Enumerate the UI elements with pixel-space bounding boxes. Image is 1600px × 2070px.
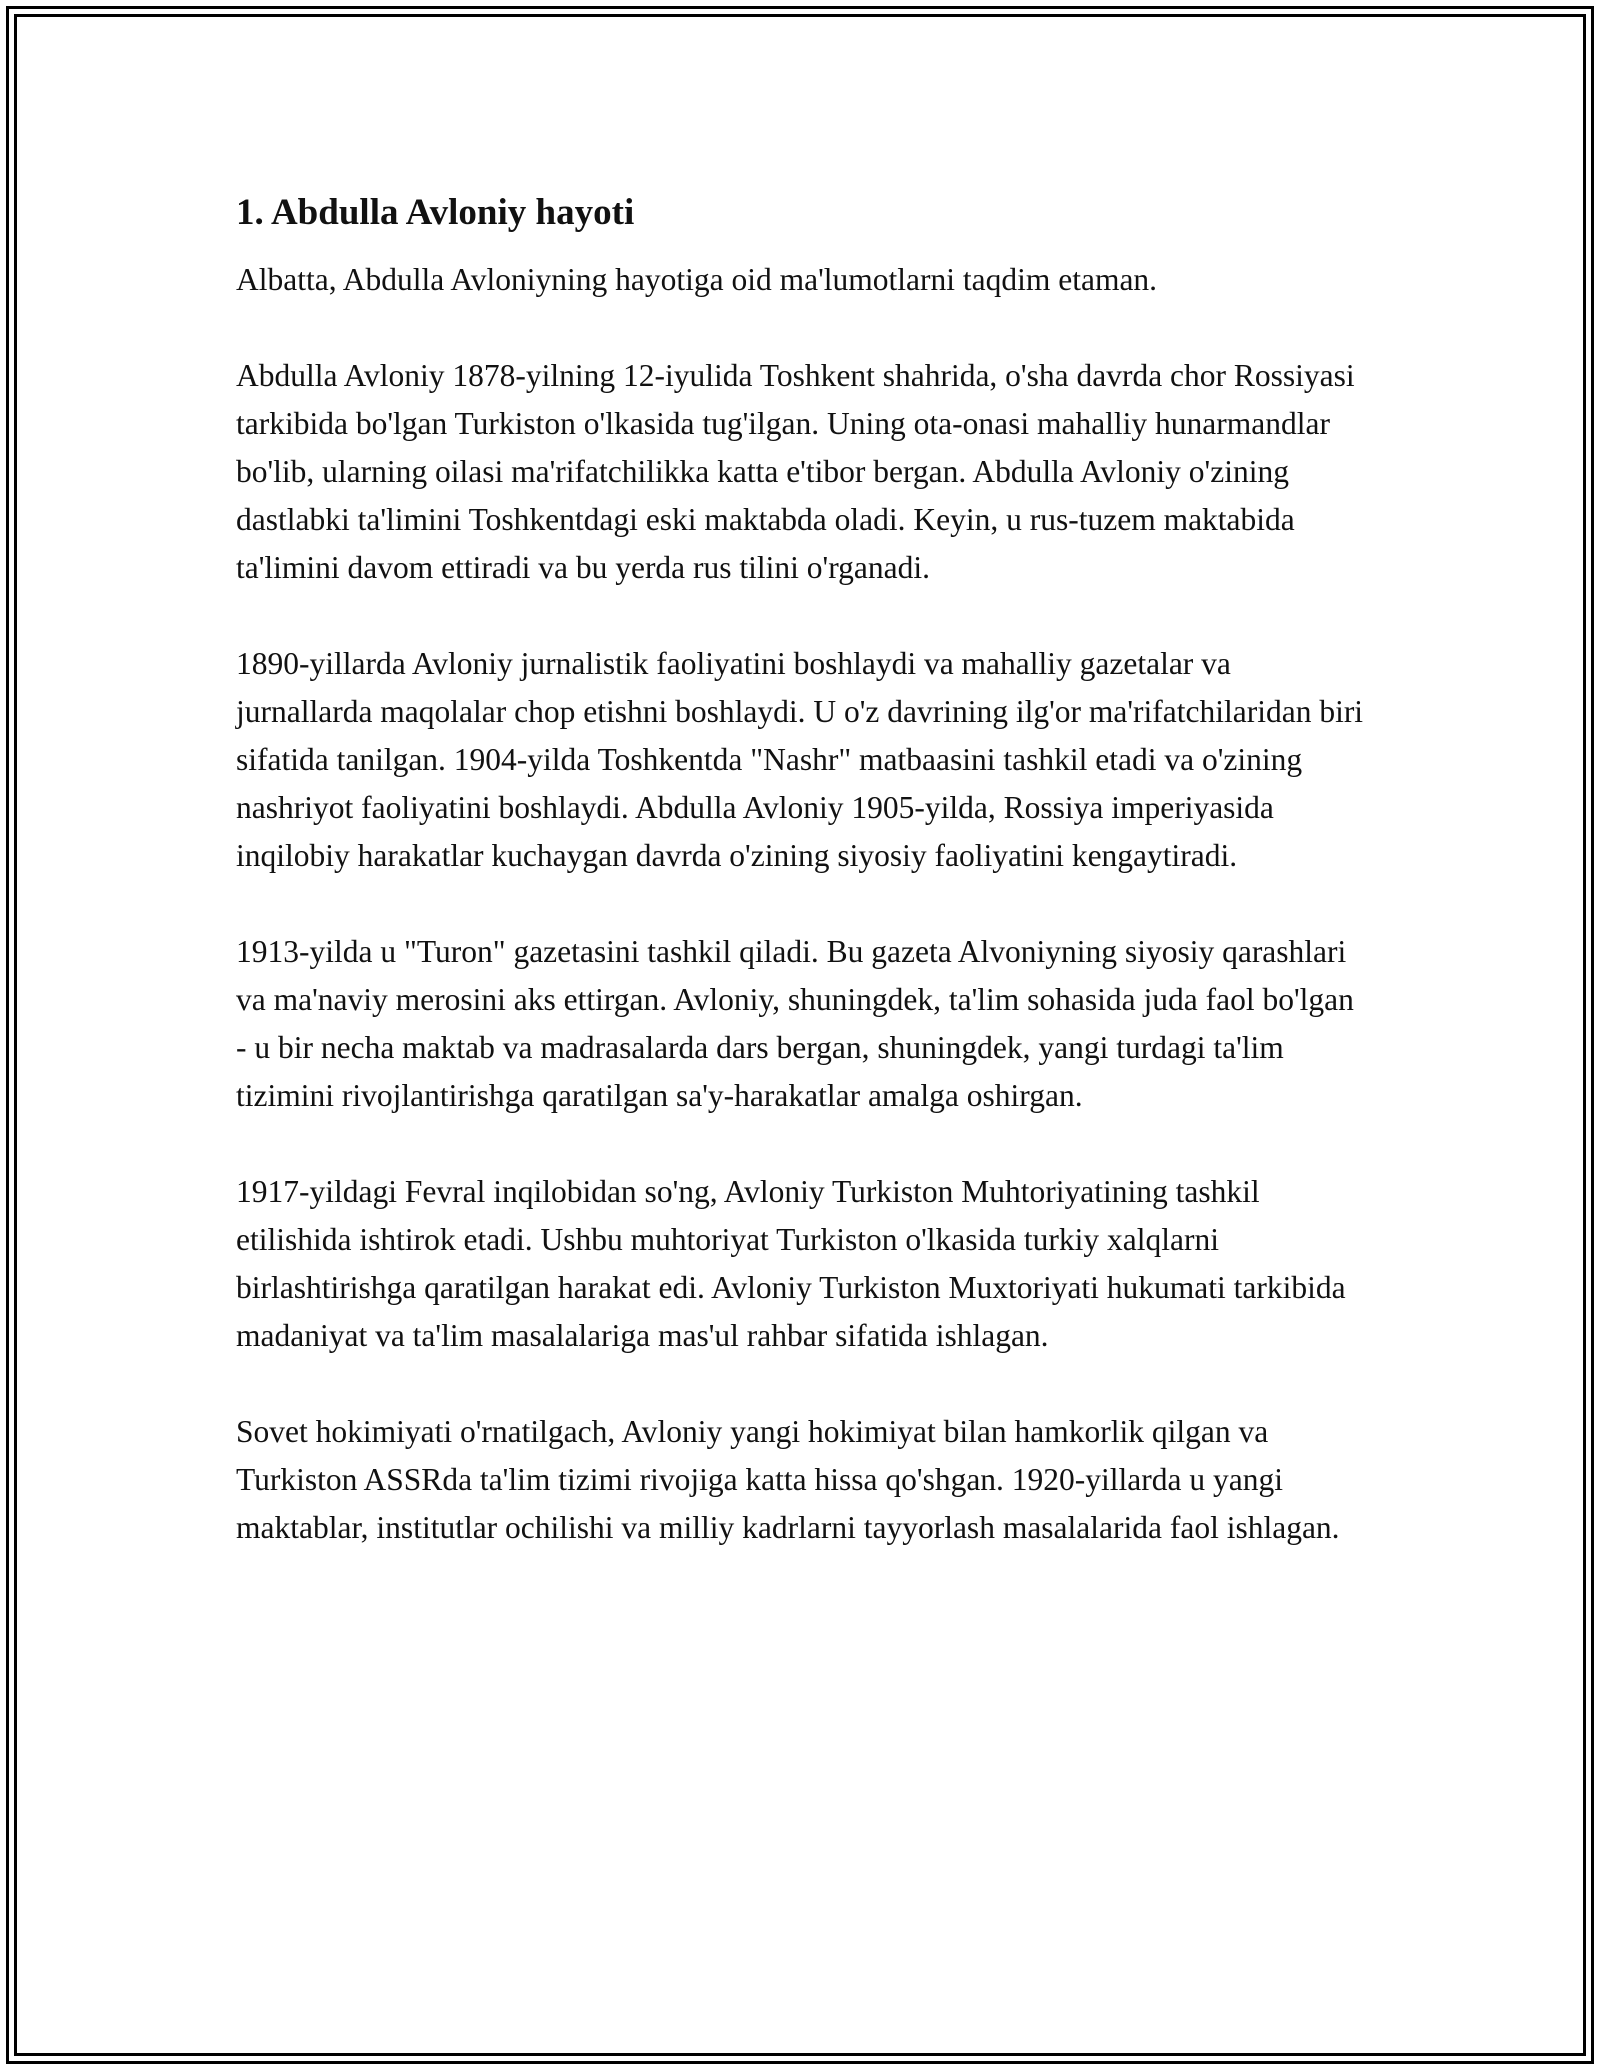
- document-body: [236, 184, 1366, 1600]
- paragraph-journalism: 1890-yillarda Avloniy jurnalistik faoliyatini boshlaydi va mahalliy gazetalar va jurnallarda maqolalar chop etishni boshlaydi. U o'z davrining ilg'or ma'rifatchilaridan biri sifatida tanilgan. 1904-yilda Toshkentda "Nashr" matbaasini tashkil etadi va o'zining nashriyot faoliyatini boshlaydi. Abdulla Avloniy 1905-yilda, Rossiya imperiyasida inqilobiy harakatlar kuchaygan davrda o'zining siyosiy faoliyatini kengaytiradi.: [236, 646, 1364, 873]
- section-heading: 1. Abdulla Avloniy hayoti: [236, 192, 635, 233]
- paragraph-autonomy: 1917-yildagi Fevral inqilobidan so'ng, Avloniy Turkiston Muhtoriyatining tashkil etilishida ishtirok etadi. Ushbu muhtoriyat Turkiston o'lkasida turkiy xalqlarni birlashtirishga qaratilgan harakat edi. Avloniy Turkiston Muxtoriyati hukumati tarkibida madaniyat va ta'lim masalalariga mas'ul rahbar sifatida ishlagan.: [236, 1174, 1346, 1353]
- paragraph-early-life: Abdulla Avloniy 1878-yilning 12-iyulida Toshkent shahrida, o'sha davrda chor Rossiyasi tarkibida bo'lgan Turkiston o'lkasida tug'ilgan. Uning ota-onasi mahalliy hunarmandlar bo'lib, ularning oilasi ma'rifatchilikka katta e'tibor bergan. Abdulla Avloniy o'zining dastlabki ta'limini Toshkentdagi eski maktabda oladi. Keyin, u rus-tuzem maktabida ta'limini davom ettiradi va bu yerda rus tilini o'rganadi.: [236, 358, 1355, 585]
- paragraph-turon: 1913-yilda u "Turon" gazetasini tashkil qiladi. Bu gazeta Alvoniyning siyosiy qarashlari va ma'naviy merosini aks ettirgan. Avloniy, shuningdek, ta'lim sohasida juda faol bo'lgan - u bir necha maktab va madrasalarda dars bergan, shuningdek, yangi turdagi ta'lim tizimini rivojlantirishga qaratilgan sa'y-harakatlar amalga oshirgan.: [236, 934, 1354, 1113]
- paragraph-intro: Albatta, Abdulla Avloniyning hayotiga oid ma'lumotlarni taqdim etaman.: [236, 262, 1158, 297]
- paragraph-soviet-era: Sovet hokimiyati o'rnatilgach, Avloniy yangi hokimiyat bilan hamkorlik qilgan va Turkiston ASSRda ta'lim tizimi rivojiga katta hissa qo'shgan. 1920-yillarda u yangi maktablar, institutlar ochilishi va milliy kadrlarni tayyorlash masalalarida faol ishlagan.: [236, 1414, 1340, 1545]
